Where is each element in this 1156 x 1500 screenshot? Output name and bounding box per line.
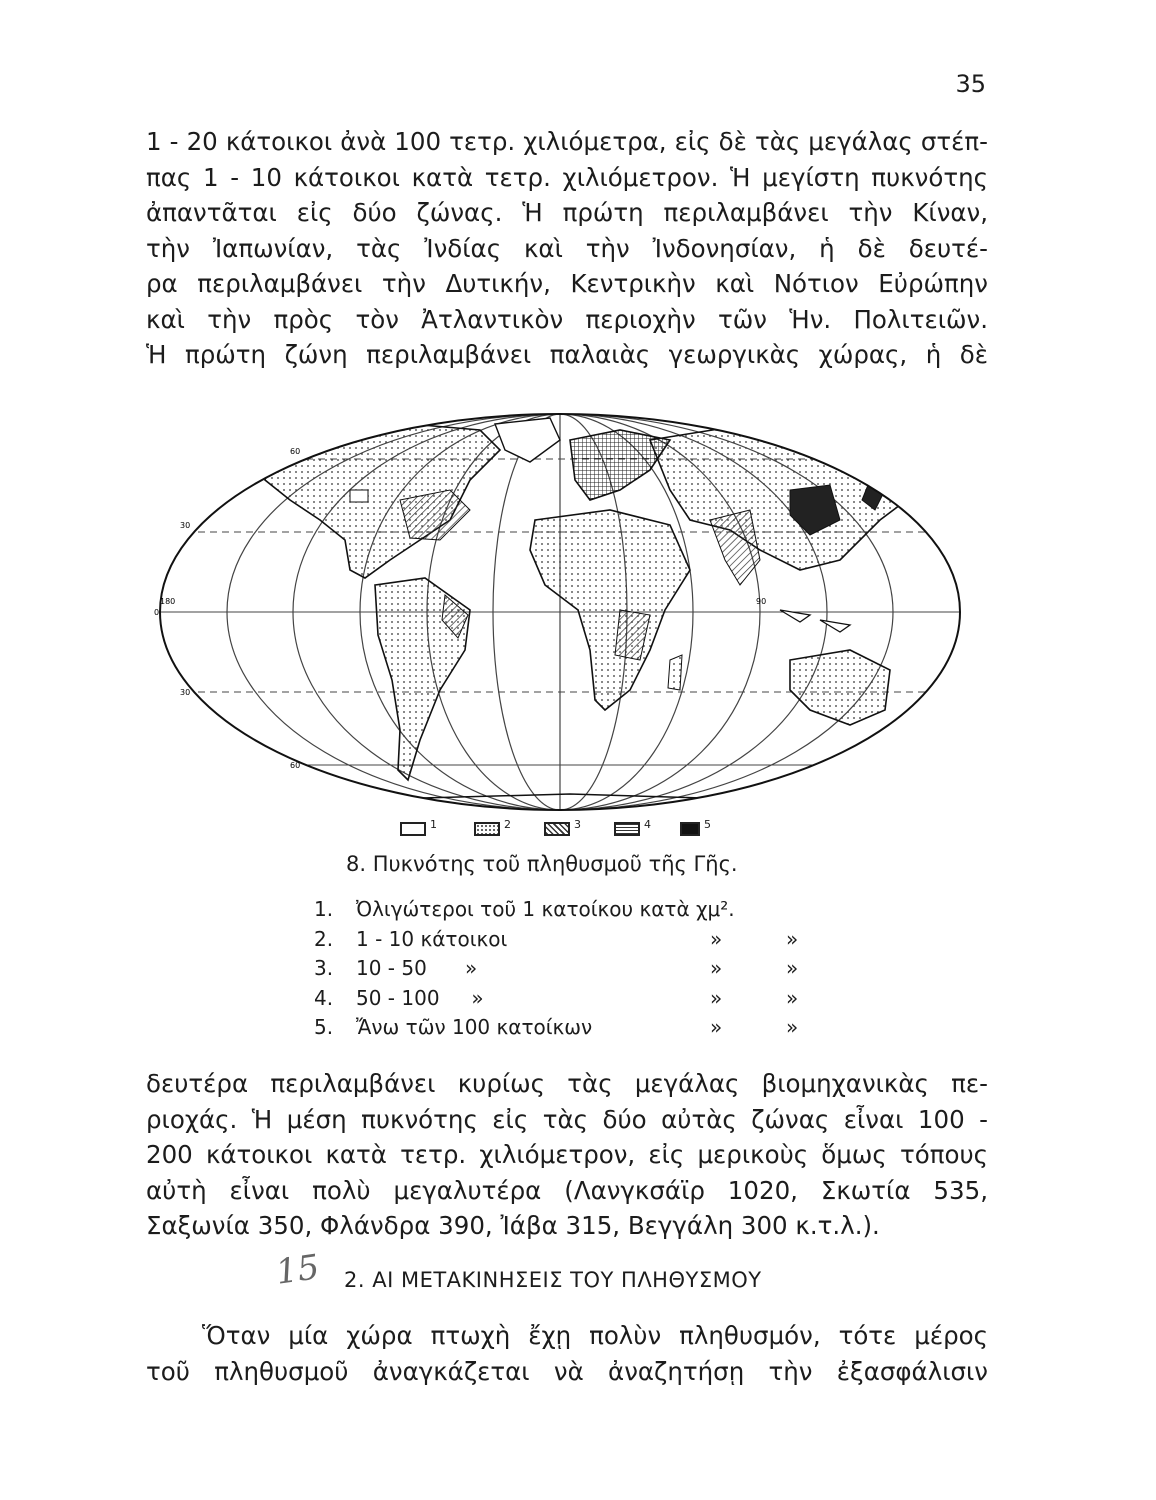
text-line: Ἡ πρώτη ζώνη περιλαμβάνει παλαιὰς γεωργικὰς χώρας, ἡ δὲ bbox=[146, 340, 988, 369]
legend-swatch-4 bbox=[614, 822, 640, 836]
text-line: 1 - 20 κάτοικοι ἀνὰ 100 τετρ. χιλιόμετρα, εἰς δὲ τὰς μεγάλας στέπ- bbox=[146, 127, 988, 156]
legend-swatch-number: 4 bbox=[644, 818, 651, 831]
legend-swatch-2 bbox=[474, 822, 500, 836]
lat-label: 0 bbox=[154, 608, 160, 617]
world-population-density-map bbox=[150, 410, 970, 840]
text-line: ριοχάς. Ἡ μέση πυκνότης εἰς τὰς δύο αὐτὰς ζώνας εἶναι 100 - bbox=[146, 1104, 988, 1134]
ditto-mark: » bbox=[710, 985, 723, 1010]
legend-text: 50 - 100 » bbox=[356, 985, 484, 1010]
text-line: καὶ τὴν πρὸς τὸν Ἀτλαντικὸν περιοχὴν τῶν Ἡν. Πολιτειῶν. bbox=[146, 304, 988, 334]
legend-swatch-1 bbox=[400, 822, 426, 836]
legend-swatches bbox=[400, 818, 730, 842]
paragraph-top bbox=[146, 124, 988, 373]
lat-label: 60 bbox=[290, 447, 301, 456]
text-line: Ὅταν μία χώρα πτωχὴ ἔχῃ πολὺν πληθυσμόν, τότε μέρος bbox=[202, 1321, 988, 1350]
legend-row bbox=[314, 927, 834, 957]
text-line: Σαξωνία 350, Φλάνδρα 390, Ἰάβα 315, Βεγγάλη 300 κ.τ.λ.). bbox=[146, 1211, 880, 1240]
paragraph-intro bbox=[146, 1318, 988, 1389]
ditto-mark: » bbox=[786, 985, 799, 1010]
figure-caption: 8. Πυκνότης τοῦ πληθυσμοῦ τῆς Γῆς. bbox=[346, 852, 738, 876]
ditto-mark: » bbox=[786, 926, 799, 951]
legend-text: 1 - 10 κάτοικοι bbox=[356, 926, 508, 951]
legend-index: 4. bbox=[314, 985, 334, 1010]
legend-list bbox=[314, 897, 834, 1045]
legend-index: 1. bbox=[314, 897, 334, 921]
text-line: αὐτὴ εἶναι πολὺ μεγαλυτέρα (Λανγκσάϊρ 1020, Σκωτία 535, bbox=[146, 1175, 988, 1205]
legend-row bbox=[314, 956, 834, 986]
legend-swatch-5 bbox=[680, 822, 700, 836]
section-title: 2. ΑΙ ΜΕΤΑΚΙΝΗΣΕΙΣ ΤΟΥ ΠΛΗΘΥΣΜΟΥ bbox=[344, 1268, 762, 1292]
legend-index: 3. bbox=[314, 956, 334, 980]
legend-text: 10 - 50 » bbox=[356, 956, 478, 980]
text-line: ρα περιλαμβάνει τὴν Δυτικήν, Κεντρικὴν καὶ Νότιον Εὐρώπην bbox=[146, 269, 988, 298]
lon-label: 180 bbox=[160, 597, 176, 606]
text-line: τοῦ πληθυσμοῦ ἀναγκάζεται νὰ ἀναζητήσῃ τὴν ἐξασφάλισιν bbox=[146, 1356, 988, 1386]
text-line: τὴν Ἰαπωνίαν, τὰς Ἰνδίας καὶ τὴν Ἰνδονησίαν, ἡ δὲ δευτέ- bbox=[146, 233, 988, 263]
text-line: πας 1 - 10 κάτοικοι κατὰ τετρ. χιλιόμετρον. Ἡ μεγίστη πυκνότης bbox=[146, 162, 988, 192]
text-line: δευτέρα περιλαμβάνει κυρίως τὰς μεγάλας βιομηχανικὰς πε- bbox=[146, 1069, 988, 1098]
legend-row bbox=[314, 1015, 834, 1045]
lat-label: 60 bbox=[290, 761, 301, 770]
lat-label: 30 bbox=[180, 521, 191, 530]
handwritten-note: 15 bbox=[273, 1247, 322, 1293]
legend-text: Ἄνω τῶν 100 κατοίκων bbox=[356, 1015, 593, 1039]
legend-row bbox=[314, 986, 834, 1016]
legend-index: 2. bbox=[314, 926, 334, 951]
page-number: 35 bbox=[955, 70, 986, 98]
ditto-mark: » bbox=[710, 956, 723, 980]
ditto-mark: » bbox=[710, 926, 723, 951]
legend-swatch-number: 1 bbox=[430, 818, 437, 831]
lat-label: 30 bbox=[180, 688, 191, 697]
ditto-mark: » bbox=[710, 1015, 723, 1039]
legend-swatch-3 bbox=[544, 822, 570, 836]
ditto-mark: » bbox=[786, 1015, 799, 1039]
legend-swatch-number: 5 bbox=[704, 818, 711, 831]
legend-swatch-number: 3 bbox=[574, 818, 581, 831]
legend-row bbox=[314, 897, 834, 927]
text-line: 200 κάτοικοι κατὰ τετρ. χιλιόμετρον, εἰς μερικοὺς ὅμως τόπους bbox=[146, 1140, 988, 1169]
legend-index: 5. bbox=[314, 1015, 334, 1039]
text-line: ἀπαντᾶται εἰς δύο ζώνας. Ἡ πρώτη περιλαμβάνει τὴν Κίναν, bbox=[146, 198, 988, 227]
lon-label: 90 bbox=[756, 597, 767, 606]
legend-text: Ὀλιγώτεροι τοῦ 1 κατοίκου κατὰ χμ². bbox=[356, 897, 735, 921]
ditto-mark: » bbox=[786, 956, 799, 980]
paragraph-bottom bbox=[146, 1066, 988, 1244]
legend-swatch-number: 2 bbox=[504, 818, 511, 831]
